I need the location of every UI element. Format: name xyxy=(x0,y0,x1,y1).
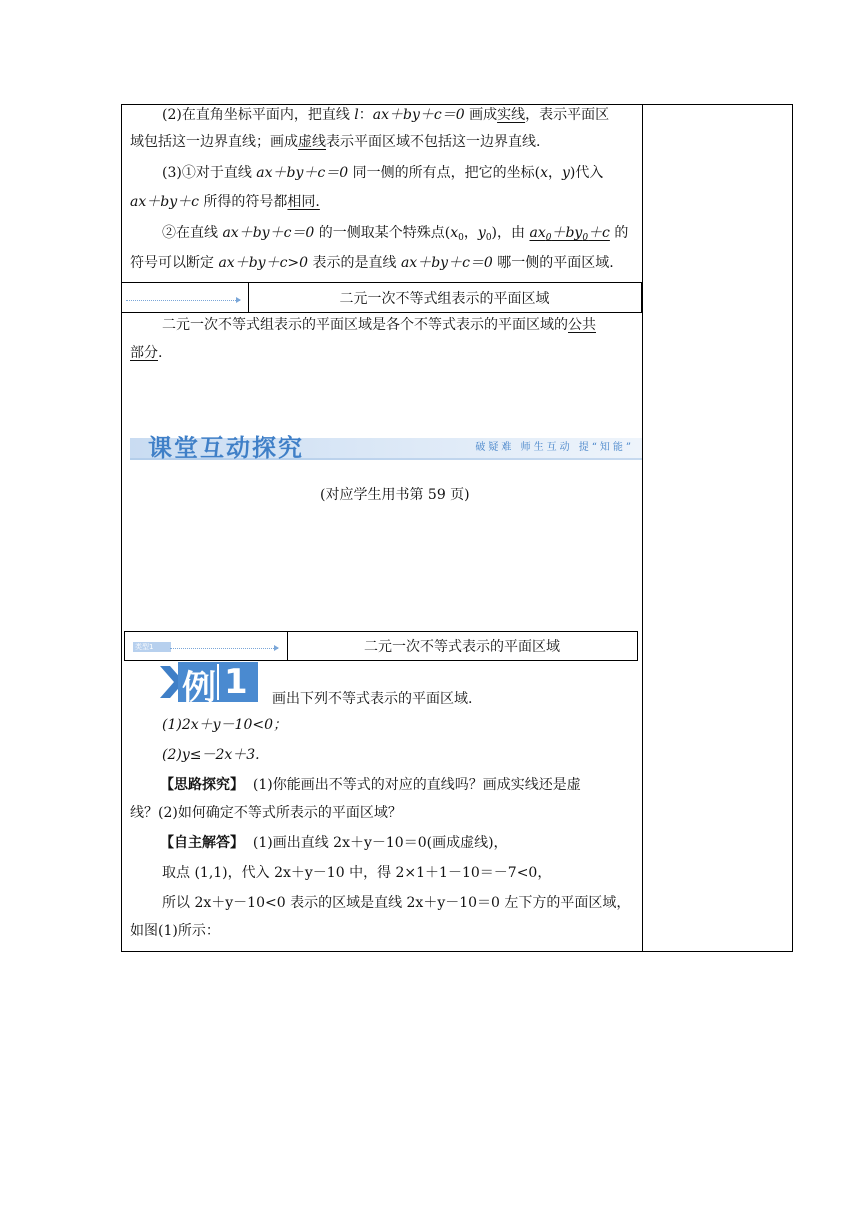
text: 域包括这一边界直线；画成 xyxy=(130,134,298,150)
text: ， xyxy=(463,225,478,241)
text: 的 xyxy=(609,225,629,241)
answer-line xyxy=(160,832,508,854)
text: ： xyxy=(358,107,373,123)
text: . xyxy=(158,345,163,361)
text: ，表示平面区 xyxy=(525,107,610,123)
text: ＋by xyxy=(551,225,583,241)
banner-subtitle: 破疑难 师生互动 提“知能” xyxy=(475,442,634,453)
answer-label: 【自主解答】 xyxy=(160,835,244,851)
equation: ax＋by＋c＝0 xyxy=(222,225,315,241)
text: 的一侧取某个特殊点( xyxy=(314,225,451,241)
text: y xyxy=(477,225,486,241)
section-header xyxy=(121,282,642,313)
hint-label: 【思路探究】 xyxy=(160,777,244,793)
equation: ax＋by＋c＝0 xyxy=(400,255,493,271)
section-banner xyxy=(130,424,642,460)
text: )代入 xyxy=(569,165,604,181)
example-label: 例 xyxy=(182,668,216,708)
text: (1)你能画出不等式的对应的直线吗？画成实线还是虚 xyxy=(252,777,581,793)
underlined-answer xyxy=(529,225,609,241)
answer-line: 所以 2x＋y－10<0 表示的区域是直线 2x＋y－10＝0 左下方的平面区域， xyxy=(162,895,631,911)
page-reference: (对应学生用书第 59 页) xyxy=(320,487,470,503)
text: 二元一次不等式组表示的平面区域是各个不等式表示的平面区域的 xyxy=(162,317,568,333)
equation: ax＋by＋c xyxy=(130,194,199,210)
paragraph-line xyxy=(130,191,320,213)
arrow-icon xyxy=(126,300,240,307)
paragraph-line xyxy=(162,162,603,184)
text: 0 xyxy=(545,233,552,243)
example-number: 1 xyxy=(224,662,248,702)
section-title: 二元一次不等式组表示的平面区域 xyxy=(339,290,550,307)
paragraph-line xyxy=(130,131,540,153)
text: 0 xyxy=(485,233,492,243)
equation: ax＋by＋c＝0 xyxy=(256,165,349,181)
arrow-icon xyxy=(170,648,278,655)
margin-column-divider xyxy=(642,105,643,951)
paragraph-line xyxy=(162,104,609,126)
text: x xyxy=(450,225,459,241)
banner-title: 课堂互动探究 xyxy=(148,434,304,462)
paragraph-line xyxy=(130,342,162,364)
answer-line: 如图(1)所示： xyxy=(130,923,220,939)
text: ， xyxy=(547,165,562,181)
text: 画成 xyxy=(464,107,498,123)
text: 符号可以断定 xyxy=(130,255,219,271)
text: 0 xyxy=(458,233,464,243)
text: 所得的符号都 xyxy=(198,194,288,210)
text: ②在直线 xyxy=(162,225,223,241)
text: 哪一侧的平面区域. xyxy=(492,255,614,271)
example-badge xyxy=(160,662,258,708)
hint-line: 线？(2)如何确定不等式所表示的平面区域？ xyxy=(130,805,402,821)
text: ax xyxy=(529,225,546,241)
question-2: (2)y≤－2x＋3. xyxy=(162,747,260,763)
underlined-answer: 实线 xyxy=(497,107,526,123)
equation: ax＋by＋c＝0 xyxy=(372,107,465,123)
text: 表示的是直线 xyxy=(308,255,401,271)
question-1: (1)2x＋y－10<0； xyxy=(162,717,287,733)
underlined-answer: 公共 xyxy=(568,317,596,333)
example-prompt: 画出下列不等式表示的平面区域. xyxy=(272,691,473,707)
section-tag-cell xyxy=(122,283,249,312)
text: (2)在直角坐标平面内，把直线 xyxy=(162,107,355,123)
text: )，由 xyxy=(491,225,530,241)
section-title: 二元一次不等式表示的平面区域 xyxy=(364,639,560,655)
underlined-answer: 相同. xyxy=(287,194,320,210)
paragraph-line xyxy=(162,314,596,336)
paragraph-line xyxy=(162,222,628,249)
equation: ax＋by＋c>0 xyxy=(218,255,309,271)
text: (3)①对于直线 xyxy=(162,165,257,181)
text: 表示平面区域不包括这一边界直线. xyxy=(326,134,541,150)
paragraph-line xyxy=(130,252,614,274)
text: x xyxy=(540,165,548,181)
text: 同一侧的所有点，把它的坐标( xyxy=(348,165,541,181)
text: 0 xyxy=(582,233,589,243)
text: y xyxy=(561,165,570,181)
section-tag: 类型1 xyxy=(133,642,171,652)
underlined-answer: 虚线 xyxy=(298,134,326,150)
underlined-answer: 部分 xyxy=(130,345,158,361)
section-header xyxy=(124,631,638,661)
text: l xyxy=(354,107,359,123)
hint-line xyxy=(160,774,581,796)
answer-line: 取点 (1,1)，代入 2x＋y－10 中，得 2×1＋1－10＝－7<0， xyxy=(162,865,552,881)
text: ＋c xyxy=(588,225,610,241)
text: (1)画出直线 2x＋y－10＝0(画成虚线)， xyxy=(252,835,508,851)
